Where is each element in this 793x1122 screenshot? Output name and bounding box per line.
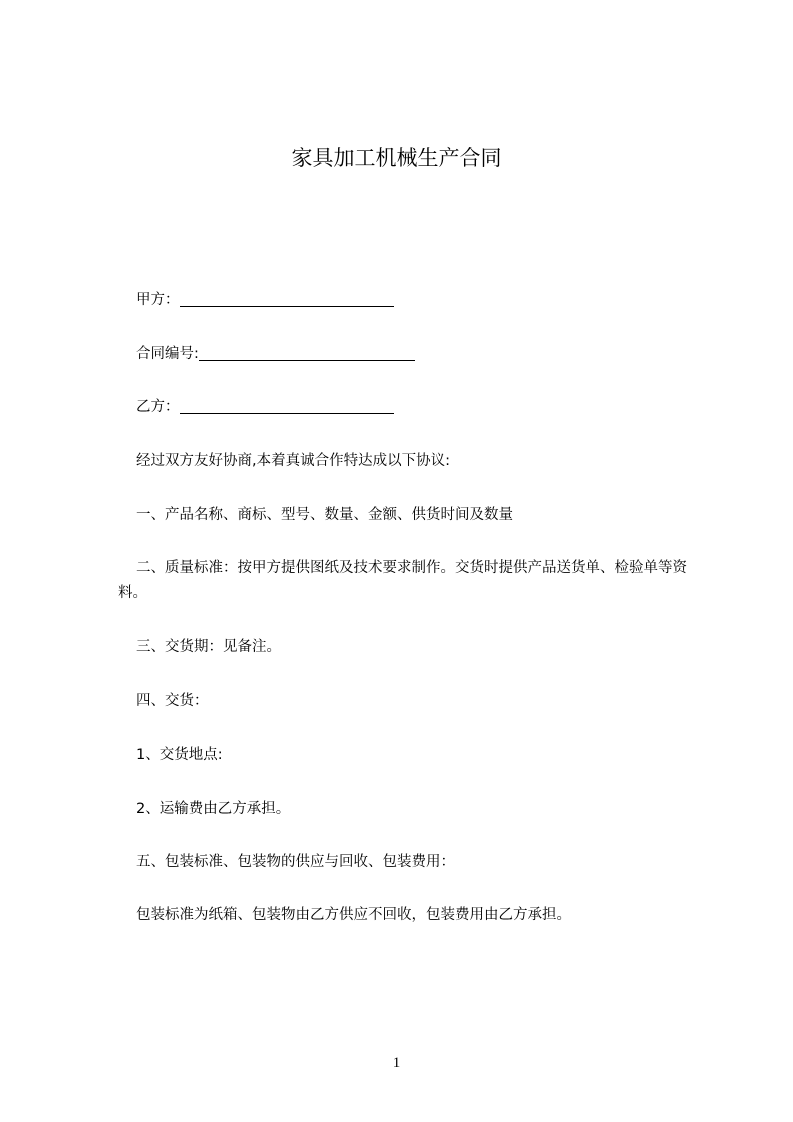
party-a-label: 甲方： xyxy=(136,292,180,308)
clause-4-1: 1、交货地点: xyxy=(136,747,223,763)
party-b-blank xyxy=(180,397,394,414)
contract-number-blank xyxy=(199,344,415,361)
clause-3: 三、交货期：见备注。 xyxy=(136,639,281,655)
clause-2: 二、质量标准：按甲方提供图纸及技术要求制作。交货时提供产品送货单、检验单等资料。 xyxy=(118,560,687,601)
preamble: 经过双方友好协商,本着真诚合作特达成以下协议: xyxy=(136,453,450,469)
page-number: 1 xyxy=(392,1055,401,1071)
party-a-blank xyxy=(180,290,394,307)
party-b-field xyxy=(136,395,394,420)
clause-5-text: 包装标准为纸箱、包装物由乙方供应不回收，包装费用由乙方承担。 xyxy=(136,907,571,923)
contract-number-field xyxy=(136,342,415,367)
document-title: 家具加工机械生产合同 xyxy=(291,146,502,170)
party-a-field xyxy=(136,288,394,313)
clause-4-2: 2、运输费由乙方承担。 xyxy=(136,801,291,817)
clause-5: 五、包装标准、包装物的供应与回收、包装费用： xyxy=(136,854,455,870)
clause-1: 一、产品名称、商标、型号、数量、金额、供货时间及数量 xyxy=(136,507,513,523)
party-b-label: 乙方： xyxy=(136,399,180,415)
clause-4: 四、交货： xyxy=(136,693,209,709)
contract-number-label: 合同编号: xyxy=(136,346,199,362)
